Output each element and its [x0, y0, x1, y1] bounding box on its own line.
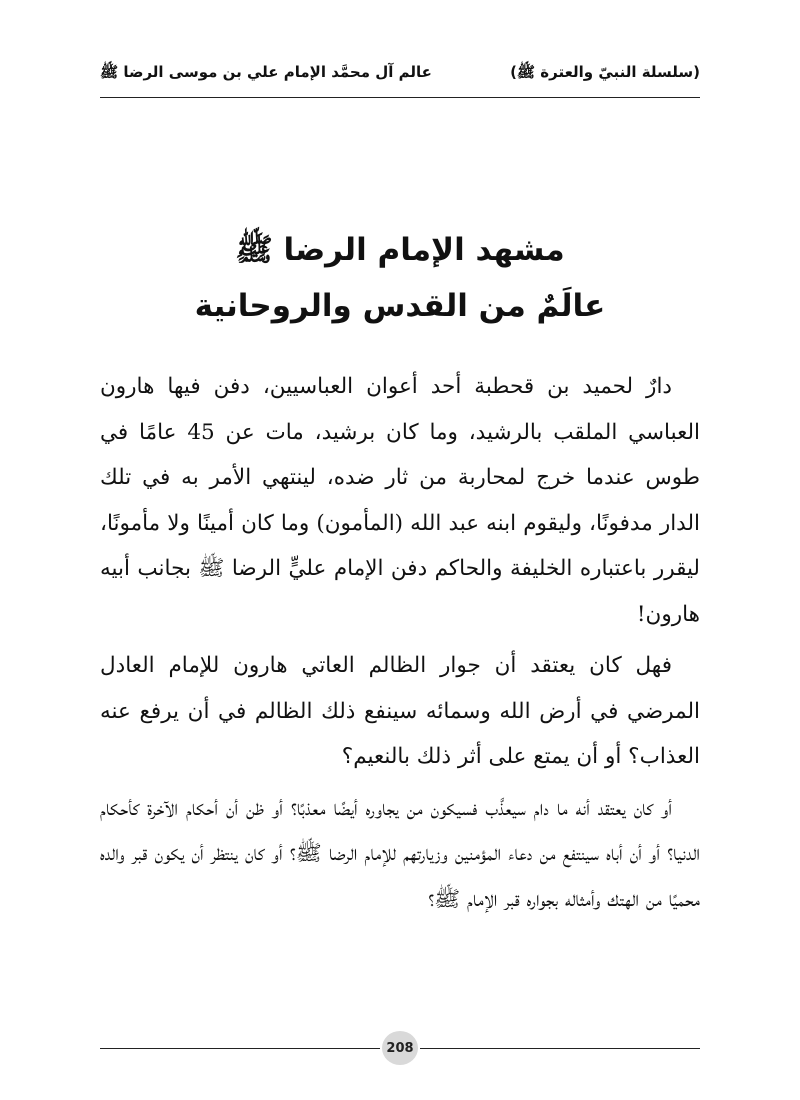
paragraph: فهل كان يعتقد أن جوار الظالم العاتي هارون للإمام العادل المرضي في أرض الله وسمائه سينفع ذلك الظالم في أن يرفع عنه العذاب؟ أو أن يمتع على أثر ذلك بالنعيم؟	[100, 653, 700, 769]
chapter-title-line-1: مشهد الإمام الرضا ﷺ	[235, 232, 565, 268]
series-title: (سلسلة النبيّ والعترة ﷺ)	[510, 63, 700, 81]
running-header	[100, 52, 700, 96]
book-title: عالم آل محمَّد الإمام علي بن موسى الرضا ﷺ	[100, 63, 432, 81]
footer-divider-right	[420, 1048, 700, 1049]
footer-divider-left	[100, 1048, 380, 1049]
header-divider	[100, 97, 700, 98]
chapter-title	[100, 222, 700, 334]
paragraph: دارٌ لحميد بن قحطبة أحد أعوان العباسيين، دفن فيها هارون العباسي الملقب بالرشيد، وما كان برشيد، مات عن 45 عامًا في طوس عندما خرج لمحاربة من ثار ضده، لينتهي الأمر به في تلك الدار مدفونًا، وليقوم ابنه عبد الله (المأمون) وما كان أمينًا ولا مأمونًا، ليقرر باعتباره الخليفة والحاكم دفن الإمام عليٍّ الرضا ﷺ بجانب أبيه هارون!	[100, 374, 700, 627]
page-number: 208	[382, 1031, 418, 1065]
chapter-title-line-2: عالَمٌ من القدس والروحانية	[194, 288, 606, 324]
paragraph: أو كان يعتقد أنه ما دام سيعذَّب فسيكون من يجاوره أيضًا معذبًا؟ أو ظن أن أحكام الآخرة كأحكام الدنيا؟ أو أن أباه سينتفع من دعاء المؤمنين وزيارتهم للإمام الرضا ﷺ؟ أو كان ينتظر أن يكون قبر والده محميًا من الهتك وأمثاله بجواره قبر الإمام ﷺ؟	[100, 795, 700, 912]
body-text	[100, 364, 700, 928]
